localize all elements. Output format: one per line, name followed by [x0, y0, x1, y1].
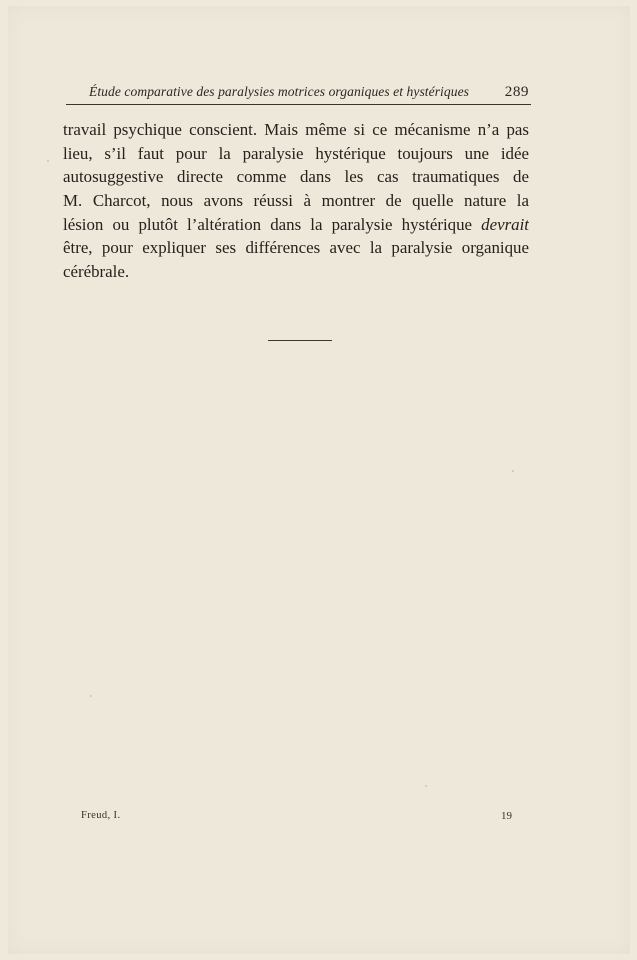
- body-line-3: autosuggestive directe comme dans les cas traumatiques de: [63, 167, 529, 187]
- body-line-6: être, pour expliquer ses différences avec la paralysie organique: [63, 238, 529, 258]
- signature-mark: Freud, I.: [81, 810, 121, 821]
- body-line-4: M. Charcot, nous avons réussi à montrer de quelle nature la: [63, 191, 529, 211]
- header-rule: [66, 104, 531, 105]
- body-line-5-container: [63, 213, 529, 237]
- paper-speck: [512, 470, 514, 472]
- emphasized-word: devrait: [481, 214, 529, 234]
- body-line-2: lieu, s’il faut pour la paralysie hystérique toujours une idée: [63, 143, 529, 163]
- body-line-5: lésion ou plutôt l’altération dans la paralysie hystérique: [63, 214, 473, 234]
- paper-speck: [425, 785, 427, 787]
- running-header: [66, 84, 529, 102]
- paper-speck: [90, 695, 92, 697]
- paper-speck: [47, 160, 49, 162]
- body-paragraph: [63, 118, 529, 284]
- page-number: 289: [504, 83, 529, 100]
- sheet-number: 19: [501, 810, 512, 822]
- body-line-1: travail psychique conscient. Mais même si ce mécanisme n’a pas: [63, 120, 529, 139]
- section-end-rule: [268, 340, 332, 341]
- running-title: Étude comparative des paralysies motrices organiques et hystériques: [89, 84, 470, 99]
- body-line-7: cérébrale.: [63, 262, 130, 282]
